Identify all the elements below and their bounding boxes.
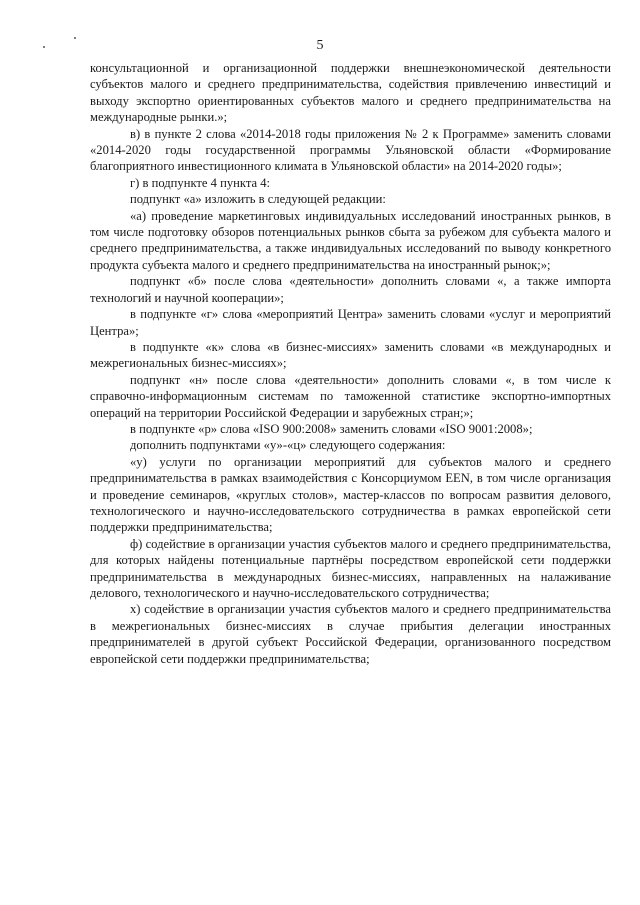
paragraph: дополнить подпунктами «у»-«ц» следующего содержания:	[130, 438, 446, 453]
paragraph: «у) услуги по организации мероприятий для субъектов малого и среднего предпринимательства в рамках взаимодействия с Консорциумом EEN, в том числе организация и проведение семинаров, «круглых столов», мастер-классов по вопросам развития делового, технологического и научно-исследовательского сотрудничества в рамках европейской сети поддержки предпринимательства;	[90, 454, 611, 535]
paragraph: подпункт «а» изложить в следующей редакции:	[130, 192, 386, 207]
paragraph: х) содействие в организации участия субъектов малого и среднего предпринимательства в межрегиональных бизнес-миссиях в случае прибытия делегации иностранных предпринимателей в другой субъект Российской Федерации, организованного посредством европейской сети поддержки предпринимательства;	[90, 602, 611, 666]
paragraph: подпункт «б» после слова «деятельности» дополнить словами «, а также импорта технологий и научной кооперации»;	[90, 274, 611, 305]
paragraph: ф) содействие в организации участия субъектов малого и среднего предпринимательства, для которых найдены потенциальные партнёры посредством европейской сети поддержки предпринимательства в международных бизнес-миссиях, направленных на налаживание делового, технологического и научно-исследовательского сотрудничества;	[90, 536, 611, 600]
paragraph: в подпункте «р» слова «ISO 900:2008» заменить словами «ISO 9001:2008»;	[130, 421, 533, 436]
paragraph: консультационной и организационной поддержки внешнеэкономической деятельности субъектов малого и среднего предпринимательства, содействия привлечению инвестиций и выходу экспортно ориентированных субъектов малого и среднего предпринимательства на международные рынки.»;	[90, 61, 611, 125]
paragraph: в) в пункте 2 слова «2014-2018 годы приложения № 2 к Программе» заменить словами «2014-2020 годы государственной программы Ульяновской области «Формирование благоприятного инвестиционного климата в Ульяновской области» на 2014-2020 годы»;	[90, 126, 611, 174]
paragraph: г) в подпункте 4 пункта 4:	[130, 175, 271, 190]
paragraph: подпункт «н» после слова «деятельности» дополнить словами «, в том числе к справочно-информационным системам по таможенной статистике экспортно-импортных операций на территории Российской Федерации и зарубежных стран;»;	[90, 372, 611, 420]
document-body	[90, 60, 611, 667]
paragraph: «а) проведение маркетинговых индивидуальных исследований иностранных рынков, в том числе подготовку обзоров потенциальных рынков сбыта за рубежом для субъекта малого и среднего предпринимательства, а также индивидуальных исследований по выводу конкретного продукта субъекта малого и среднего предпринимательства на иностранный рынок;»;	[90, 208, 611, 272]
page-number: 5	[316, 38, 324, 53]
paragraph: в подпункте «г» слова «мероприятий Центра» заменить словами «услуг и мероприятий Центра»;	[90, 307, 611, 338]
paragraph: в подпункте «к» слова «в бизнес-миссиях» заменить словами «в международных и межрегиональных бизнес-миссиях»;	[90, 339, 611, 371]
